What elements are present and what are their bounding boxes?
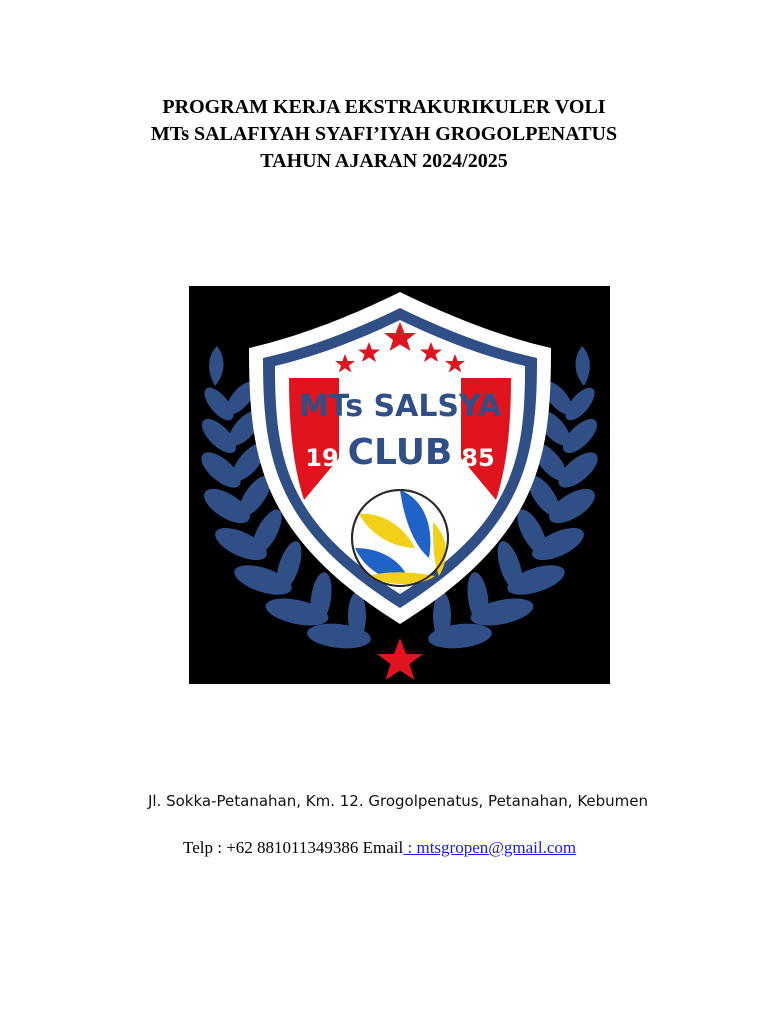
bottom-star-icon: [377, 638, 423, 680]
logo-name-line-1: MTs SALSYA: [298, 389, 502, 424]
document-title: [0, 94, 768, 175]
title-line-2: MTs SALAFIYAH SYAFI’IYAH GROGOLPENATUS: [150, 123, 618, 145]
school-address: Jl. Sokka-Petanahan, Km. 12. Grogolpenatus, Petanahan, Kebumen: [147, 792, 649, 810]
contact-line: [183, 838, 576, 858]
club-crest-icon: [189, 286, 610, 684]
title-line-1: PROGRAM KERJA EKSTRAKURIKULER VOLI: [162, 96, 606, 118]
logo-year-left: 19: [305, 444, 339, 472]
title-line-3: TAHUN AJARAN 2024/2025: [260, 150, 508, 172]
logo-year-right: 85: [461, 444, 495, 472]
logo-name-line-2: CLUB: [347, 432, 453, 473]
volleyball-icon: [352, 490, 448, 586]
phone-text: Telp : +62 881011349386 Email: [183, 838, 404, 857]
club-logo: [189, 286, 610, 684]
email-link[interactable]: : mtsgropen@gmail.com: [403, 838, 577, 857]
